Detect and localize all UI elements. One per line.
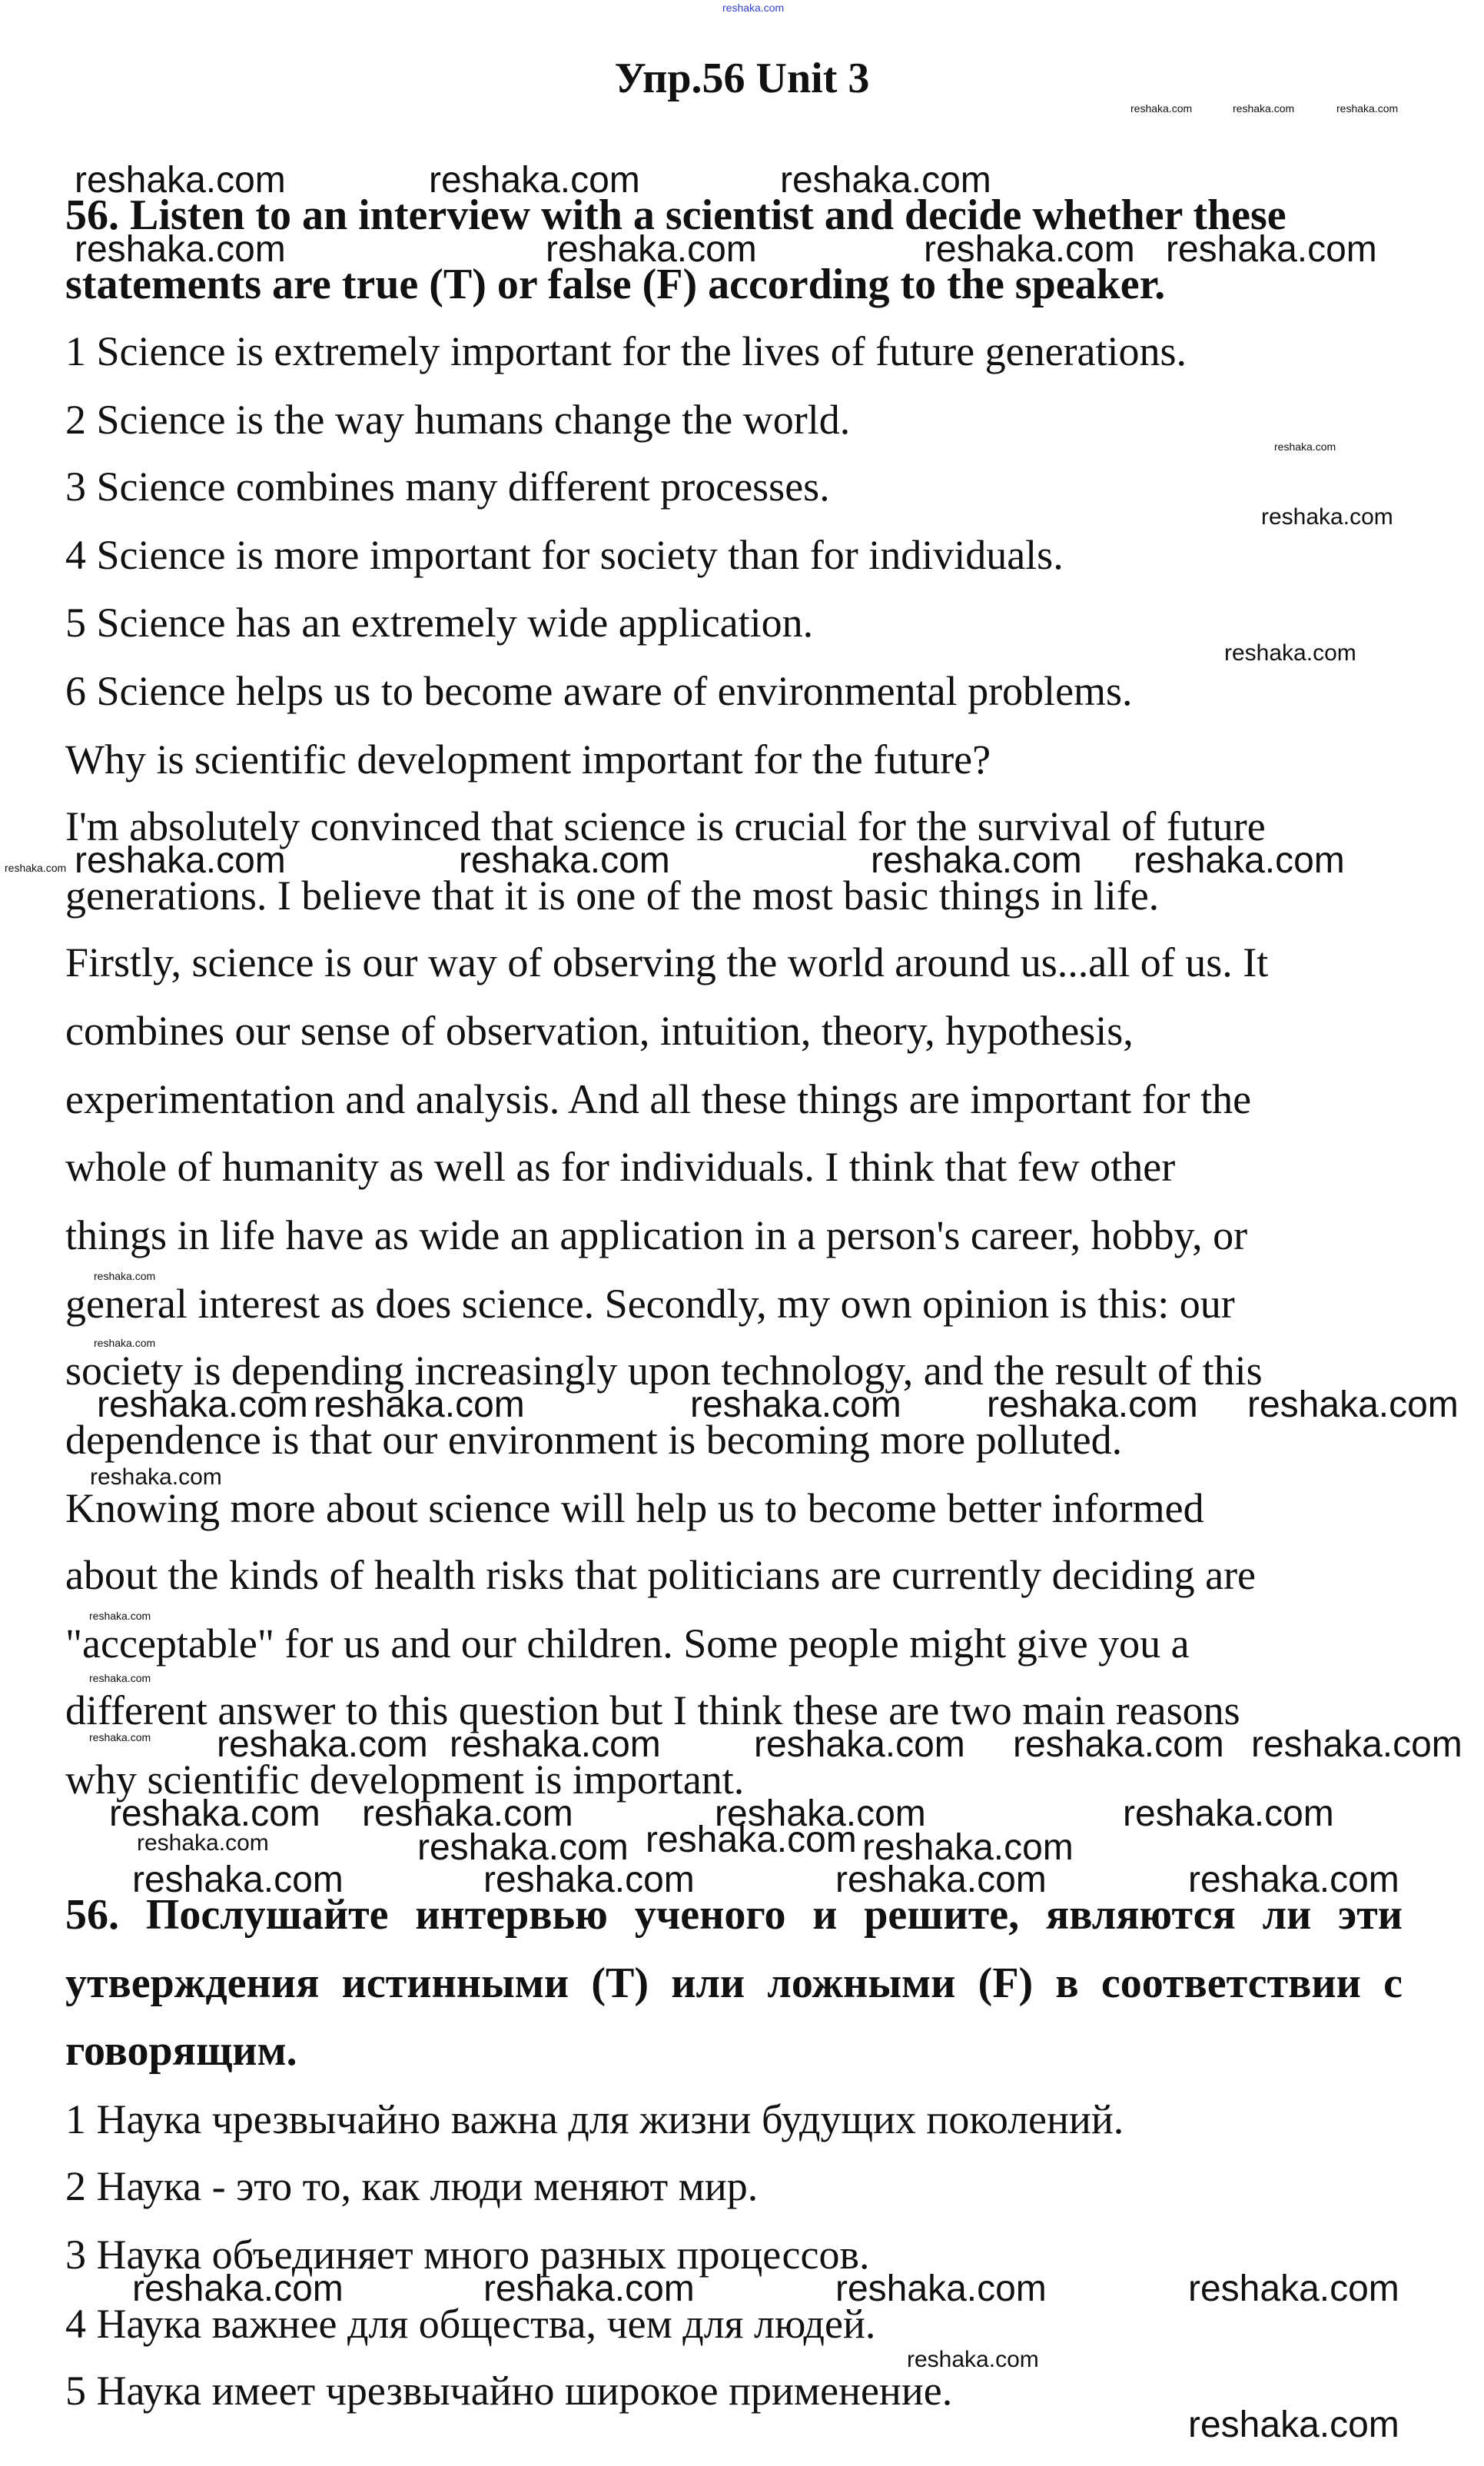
watermark-text: reshaka.com: [97, 1384, 308, 1425]
exercise-heading-en: statements are true (T) or false (F) according to the speaker.: [65, 261, 1166, 308]
watermark-text: reshaka.com: [1188, 1859, 1399, 1900]
watermark-text: reshaka.com: [429, 160, 640, 201]
statement-en: 5 Science has an extremely wide application.: [65, 600, 814, 646]
watermark-text: reshaka.com: [362, 1793, 573, 1834]
interview-text-line: Firstly, science is our way of observing the world around us...all of us. It: [65, 939, 1269, 985]
statement-ru: 1 Наука чрезвычайно важна для жизни будущих поколений.: [65, 2096, 1124, 2142]
watermark-text: reshaka.com: [835, 1859, 1047, 1900]
watermark-text: reshaka.com: [483, 2268, 695, 2309]
statement-ru: 3 Наука объединяет много разных процессов.: [65, 2232, 870, 2278]
watermark-text: reshaka.com: [1123, 1793, 1334, 1834]
statement-en: 3 Science combines many different processes.: [65, 464, 830, 510]
watermark-text: reshaka.com: [862, 1827, 1074, 1868]
exercise-heading-en: 56. Listen to an interview with a scientist and decide whether these: [65, 191, 1286, 239]
watermark-text: reshaka.com: [1251, 1724, 1462, 1765]
statement-en: 1 Science is extremely important for the lives of future generations.: [65, 328, 1187, 374]
exercise-heading-ru: 56. Послушайте интервью ученого и решите, являются ли эти: [65, 1891, 1403, 1939]
statement-en: 2 Science is the way humans change the world.: [65, 397, 851, 443]
statement-ru: 5 Наука имеет чрезвычайно широкое применение.: [65, 2368, 953, 2414]
watermark-text: reshaka.com: [1013, 1724, 1224, 1765]
interview-text-line: combines our sense of observation, intuition, theory, hypothesis,: [65, 1008, 1134, 1054]
watermark-text: reshaka.com: [314, 1384, 525, 1425]
watermark-text: reshaka.com: [1166, 229, 1377, 270]
watermark-text: reshaka.com: [780, 160, 991, 201]
watermark-text: reshaka.com: [94, 1270, 156, 1282]
interview-text-line: "acceptable" for us and our children. Some people might give you a: [65, 1620, 1190, 1667]
watermark-text: reshaka.com: [1274, 440, 1336, 453]
statement-en: 6 Science helps us to become aware of environmental problems.: [65, 668, 1133, 714]
watermark-text: reshaka.com: [94, 1337, 156, 1349]
watermark-text: reshaka.com: [89, 1731, 151, 1743]
watermark-text: reshaka.com: [132, 1859, 344, 1900]
watermark-text: reshaka.com: [907, 2347, 1039, 2372]
watermark-text: reshaka.com: [1130, 102, 1193, 115]
interview-text-line: Knowing more about science will help us to become better informed: [65, 1485, 1204, 1531]
watermark-text: reshaka.com: [89, 1672, 151, 1684]
interview-text-line: general interest as does science. Secondly, my own opinion is this: our: [65, 1281, 1235, 1327]
watermark-text: reshaka.com: [89, 1610, 151, 1622]
interview-text-line: why scientific development is important.: [65, 1756, 745, 1803]
watermark-text: reshaka.com: [1224, 640, 1356, 666]
interview-text-line: dependence is that our environment is becoming more polluted.: [65, 1417, 1123, 1463]
watermark-text: reshaka.com: [1188, 2268, 1399, 2309]
watermark-text: reshaka.com: [987, 1384, 1198, 1425]
exercise-heading-ru: утверждения истинными (T) или ложными (F) в соответствии с: [65, 1959, 1403, 2007]
watermark-text: reshaka.com: [217, 1724, 428, 1765]
watermark-text: reshaka.com: [450, 1724, 661, 1765]
watermark-text: reshaka.com: [1336, 102, 1399, 115]
watermark-text: reshaka.com: [137, 1830, 269, 1856]
watermark-text: reshaka.com: [690, 1384, 901, 1425]
watermark-text: reshaka.com: [646, 1820, 857, 1860]
interview-text-line: I'm absolutely convinced that science is crucial for the survival of future: [65, 803, 1266, 849]
page-title: Упр.56 Unit 3: [614, 55, 870, 102]
statement-en: 4 Science is more important for society than for individuals.: [65, 532, 1064, 578]
watermark-text: reshaka.com: [546, 229, 757, 270]
interview-text-line: things in life have as wide an application in a person's career, hobby, or: [65, 1212, 1248, 1258]
watermark-text: reshaka.com: [75, 840, 286, 881]
watermark-text: reshaka.com: [1134, 840, 1345, 881]
watermark-text: reshaka.com: [835, 2268, 1047, 2309]
watermark-text: reshaka.com: [722, 2, 785, 14]
watermark-text: reshaka.com: [1247, 1384, 1459, 1425]
watermark-text: reshaka.com: [90, 1464, 222, 1490]
watermark-text: reshaka.com: [924, 229, 1135, 270]
watermark-text: reshaka.com: [715, 1793, 926, 1834]
watermark-text: reshaka.com: [417, 1827, 629, 1868]
watermark-text: reshaka.com: [75, 229, 286, 270]
watermark-text: reshaka.com: [754, 1724, 965, 1765]
watermark-text: reshaka.com: [871, 840, 1082, 881]
watermark-text: reshaka.com: [1233, 102, 1295, 115]
watermark-text: reshaka.com: [1188, 2405, 1399, 2445]
interview-text-line: different answer to this question but I think these are two main reasons: [65, 1687, 1240, 1733]
watermark-text: reshaka.com: [1261, 504, 1393, 530]
interview-text-line: generations. I believe that it is one of the most basic things in life.: [65, 872, 1160, 919]
watermark-text: reshaka.com: [75, 160, 286, 201]
watermark-text: reshaka.com: [5, 862, 67, 874]
watermark-text: reshaka.com: [459, 840, 670, 881]
interview-text-line: society is depending increasingly upon technology, and the result of this: [65, 1348, 1263, 1394]
interview-text-line: Why is scientific development important for the future?: [65, 736, 991, 783]
watermark-text: reshaka.com: [132, 2268, 344, 2309]
statement-ru: 4 Наука важнее для общества, чем для людей.: [65, 2301, 876, 2347]
exercise-heading-ru: говорящим.: [65, 2027, 297, 2075]
interview-text-line: about the kinds of health risks that politicians are currently deciding are: [65, 1552, 1257, 1598]
watermark-text: reshaka.com: [109, 1793, 320, 1834]
interview-text-line: experimentation and analysis. And all these things are important for the: [65, 1076, 1252, 1122]
interview-text-line: whole of humanity as well as for individuals. I think that few other: [65, 1144, 1176, 1190]
watermark-text: reshaka.com: [483, 1859, 695, 1900]
statement-ru: 2 Наука - это то, как люди меняют мир.: [65, 2163, 759, 2209]
